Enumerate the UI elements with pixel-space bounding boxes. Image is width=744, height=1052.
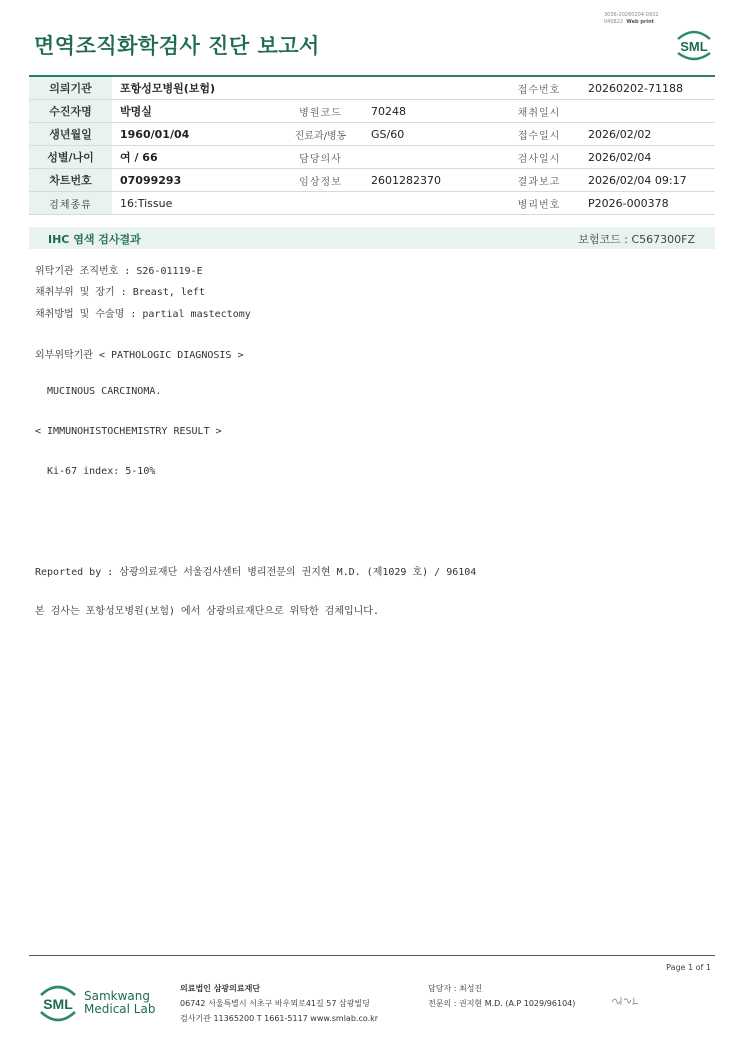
- specialist: 전문의 : 권지현 M.D. (A.P 1029/96104): [428, 999, 576, 1008]
- sml-footer-logo-icon: [37, 980, 79, 1024]
- report-line-tissue-number: 위탁기관 조직번호 : S26-01119-E: [35, 266, 203, 277]
- org-address: 06742 서울특별시 서초구 바우뫼로41길 57 삼광빌딩: [180, 999, 370, 1008]
- value-birth-date: 1960/01/04: [112, 123, 278, 146]
- print-code-line2: 040822: [604, 19, 624, 25]
- label-receipt-number: 접수번호: [498, 76, 580, 100]
- staff-in-charge: 담당자 : 최성진: [428, 984, 483, 993]
- org-name: 의료법인 삼광의료재단: [180, 984, 261, 993]
- signature-icon: [610, 994, 640, 1008]
- label-test-date: 검사일시: [498, 146, 580, 169]
- value-receipt-date: 2026/02/02: [580, 123, 715, 146]
- value-pathology-number: P2026-000378: [580, 192, 715, 215]
- table-row: [29, 146, 715, 169]
- value-patient-name: 박명실: [112, 100, 278, 123]
- footer-organization: [180, 981, 378, 1026]
- value-sex-age: 여 / 66: [112, 146, 278, 169]
- label-receipt-date: 접수일시: [498, 123, 580, 146]
- brand-line2: Medical Lab: [84, 1002, 156, 1016]
- sml-footer-logo-text: SML: [43, 996, 73, 1012]
- value-clinical-info: 2601282370: [363, 169, 498, 192]
- patient-info-table: [29, 75, 715, 215]
- insurance-code: 보험코드 : C567300FZ: [578, 233, 695, 246]
- section-title: IHC 염색 검사결과: [48, 233, 141, 246]
- report-line-ihc-header: < IMMUNOHISTOCHEMISTRY RESULT >: [35, 426, 222, 437]
- value-department: GS/60: [363, 123, 498, 146]
- label-department: 진료과/병동: [278, 123, 363, 146]
- table-row: [29, 192, 715, 215]
- sml-logo-text: SML: [680, 39, 708, 54]
- report-line-site: 채취부위 및 장기 : Breast, left: [35, 287, 205, 298]
- label-doctor: 담당의사: [278, 146, 363, 169]
- label-chart-number: 차트번호: [29, 169, 112, 192]
- value-receipt-number: 20260202-71188: [580, 76, 715, 100]
- report-line-diagnosis: MUCINOUS CARCINOMA.: [47, 386, 162, 397]
- print-code: [604, 12, 659, 26]
- org-contact: 검사기관 11365200 T 1661-5117 www.smlab.co.kr: [180, 1014, 379, 1023]
- label-hospital-code: 병원코드: [278, 100, 363, 123]
- report-line-ki67: Ki-67 index: 5-10%: [47, 466, 156, 477]
- value-hospital-code: 70248: [363, 100, 498, 123]
- sml-logo-icon: [674, 27, 714, 61]
- reported-by: Reported by : 삼광의료재단 서울검사센터 병리전문의 권지현 M.D. (제1029 호) / 96104: [35, 567, 477, 578]
- page-number: Page 1 of 1: [666, 963, 711, 972]
- value-requesting-institution: 포항성모병원(보험): [112, 76, 278, 100]
- table-row: [29, 123, 715, 146]
- footer-brand: [84, 990, 155, 1016]
- report-line-diagnosis-header: 외부위탁기관 < PATHOLOGIC DIAGNOSIS >: [35, 350, 244, 361]
- label-empty: [278, 76, 363, 100]
- label-requesting-institution: 의뢰기관: [29, 76, 112, 100]
- label-pathology-number: 병리번호: [498, 192, 580, 215]
- table-row: [29, 100, 715, 123]
- report-line-method: 채취방법 및 수술명 : partial mastectomy: [35, 309, 251, 320]
- result-section-header: [29, 227, 715, 249]
- footer-staff: [428, 981, 575, 1011]
- consignment-notice: 본 검사는 포항성모병원(보험) 에서 삼광의료재단으로 위탁한 검체입니다.: [35, 606, 379, 617]
- table-row: [29, 169, 715, 192]
- label-birth-date: 생년월일: [29, 123, 112, 146]
- label-clinical-info: 임상정보: [278, 169, 363, 192]
- value-specimen-type: 16:Tissue: [112, 192, 278, 215]
- footer-divider: [29, 955, 715, 956]
- value-result-report: 2026/02/04 09:17: [580, 169, 715, 192]
- value-chart-number: 07099293: [112, 169, 278, 192]
- value-test-date: 2026/02/04: [580, 146, 715, 169]
- label-specimen-type: 검체종류: [29, 192, 112, 215]
- label-patient-name: 수진자명: [29, 100, 112, 123]
- report-title: 면역조직화학검사 진단 보고서: [34, 34, 320, 58]
- print-mode: Web print: [626, 19, 655, 25]
- value-empty: [363, 192, 498, 215]
- value-empty: [363, 76, 498, 100]
- label-empty: [278, 192, 363, 215]
- label-sex-age: 성별/나이: [29, 146, 112, 169]
- value-doctor: [363, 146, 498, 169]
- label-collection-date: 채취일시: [498, 100, 580, 123]
- print-code-line1: 3036-20260204-0932: [604, 12, 659, 18]
- table-row: [29, 76, 715, 100]
- value-collection-date: [580, 100, 715, 123]
- label-result-report: 결과보고: [498, 169, 580, 192]
- brand-line1: Samkwang: [84, 989, 150, 1003]
